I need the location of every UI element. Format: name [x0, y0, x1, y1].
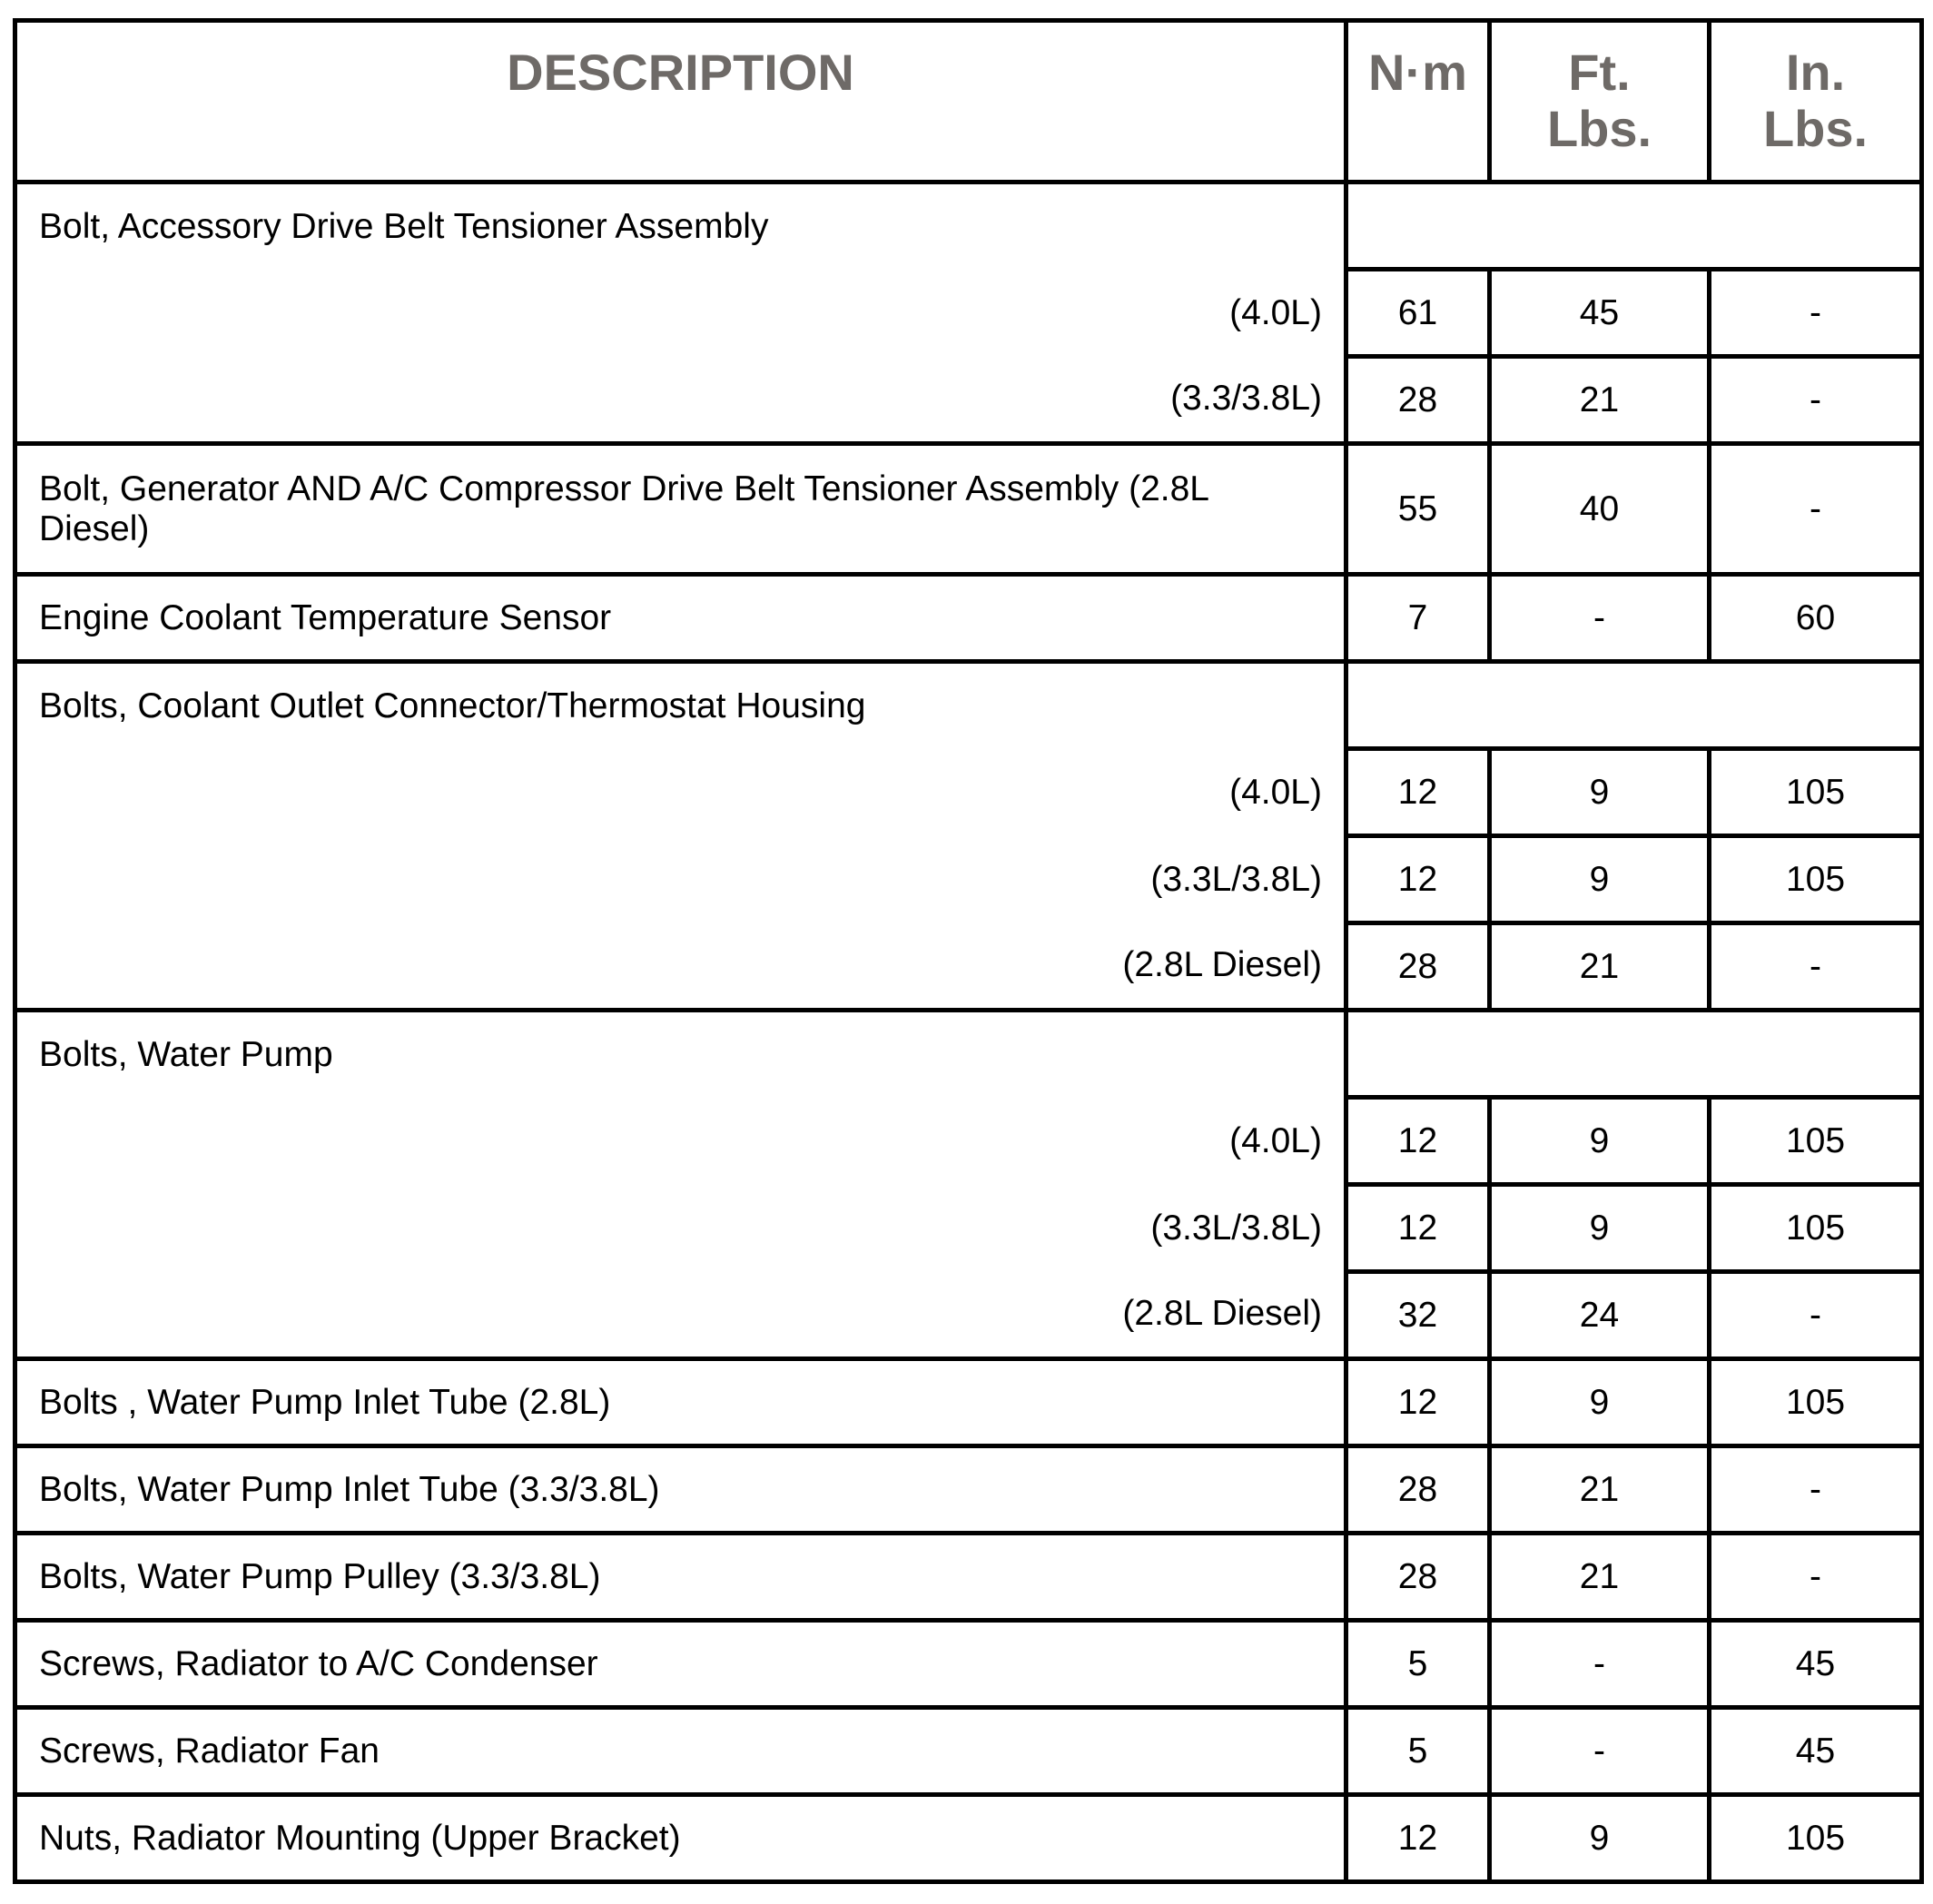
table-row: [15, 183, 1922, 270]
value-nm: 5: [1346, 1708, 1490, 1795]
row-description: Engine Coolant Temperature Sensor: [15, 575, 1346, 662]
row-description: Nuts, Radiator Mounting (Upper Bracket): [15, 1795, 1346, 1882]
value-nm: 5: [1346, 1621, 1490, 1708]
value-in-lbs: -: [1710, 270, 1922, 357]
row-sub-label: (4.0L): [15, 1098, 1346, 1185]
header-nm: N·m: [1346, 21, 1490, 183]
value-ft-lbs: -: [1490, 1621, 1710, 1708]
table-row: [15, 836, 1922, 923]
table-row: [15, 1446, 1922, 1534]
value-ft-lbs: 45: [1490, 270, 1710, 357]
table-row: [15, 1534, 1922, 1621]
row-sub-label: (2.8L Diesel): [15, 1272, 1346, 1359]
row-description: Bolts , Water Pump Inlet Tube (2.8L): [15, 1359, 1346, 1446]
row-description: Bolt, Accessory Drive Belt Tensioner Assembly: [15, 183, 1346, 270]
row-description: Bolts, Water Pump Inlet Tube (3.3/3.8L): [15, 1446, 1346, 1534]
table-row: [15, 662, 1922, 749]
row-sub-label: (2.8L Diesel): [15, 923, 1346, 1011]
value-in-lbs: 105: [1710, 749, 1922, 836]
value-nm: 12: [1346, 836, 1490, 923]
header-row: [15, 21, 1922, 183]
row-sub-label: (3.3/3.8L): [15, 357, 1346, 444]
header-in-lbs: [1710, 21, 1922, 183]
table-row: [15, 1359, 1922, 1446]
value-ft-lbs: 40: [1490, 444, 1710, 575]
value-in-lbs: -: [1710, 923, 1922, 1011]
value-ft-lbs: 9: [1490, 1359, 1710, 1446]
value-nm: 12: [1346, 1098, 1490, 1185]
value-in-lbs: -: [1710, 444, 1922, 575]
value-nm: 28: [1346, 923, 1490, 1011]
table-row: [15, 749, 1922, 836]
value-ft-lbs: 24: [1490, 1272, 1710, 1359]
value-in-lbs: 105: [1710, 1098, 1922, 1185]
table-row: [15, 1621, 1922, 1708]
value-nm: 61: [1346, 270, 1490, 357]
table-row: [15, 1795, 1922, 1882]
value-in-lbs: 105: [1710, 1795, 1922, 1882]
table-row: [15, 357, 1922, 444]
empty-value-cell: [1346, 1011, 1922, 1098]
value-nm: 7: [1346, 575, 1490, 662]
value-in-lbs: 45: [1710, 1708, 1922, 1795]
table-row: [15, 444, 1922, 575]
value-nm: 32: [1346, 1272, 1490, 1359]
value-ft-lbs: 21: [1490, 1534, 1710, 1621]
row-description: Screws, Radiator Fan: [15, 1708, 1346, 1795]
table-row: [15, 1011, 1922, 1098]
table-row: [15, 1708, 1922, 1795]
value-nm: 28: [1346, 1534, 1490, 1621]
value-ft-lbs: 9: [1490, 1098, 1710, 1185]
value-in-lbs: 105: [1710, 1359, 1922, 1446]
row-sub-label: (3.3L/3.8L): [15, 1185, 1346, 1272]
header-in-lbs-line2: Lbs.: [1762, 100, 1869, 157]
value-nm: 12: [1346, 1795, 1490, 1882]
value-ft-lbs: 9: [1490, 836, 1710, 923]
header-ft-lbs-line1: Ft.: [1568, 44, 1631, 101]
table-row: [15, 270, 1922, 357]
value-nm: 12: [1346, 1185, 1490, 1272]
value-ft-lbs: -: [1490, 575, 1710, 662]
table-row: [15, 923, 1922, 1011]
header-ft-lbs-line2: Lbs.: [1546, 100, 1652, 157]
value-in-lbs: 60: [1710, 575, 1922, 662]
value-nm: 12: [1346, 1359, 1490, 1446]
value-ft-lbs: 21: [1490, 357, 1710, 444]
row-sub-label: (4.0L): [15, 270, 1346, 357]
value-nm: 55: [1346, 444, 1490, 575]
value-nm: 12: [1346, 749, 1490, 836]
empty-value-cell: [1346, 183, 1922, 270]
table-row: [15, 1272, 1922, 1359]
value-in-lbs: 45: [1710, 1621, 1922, 1708]
value-ft-lbs: 9: [1490, 749, 1710, 836]
value-nm: 28: [1346, 357, 1490, 444]
row-description: Screws, Radiator to A/C Condenser: [15, 1621, 1346, 1708]
row-description: Bolt, Generator AND A/C Compressor Drive Belt Tensioner Assembly (2.8L Diesel): [15, 444, 1346, 575]
value-in-lbs: -: [1710, 1446, 1922, 1534]
row-sub-label: (4.0L): [15, 749, 1346, 836]
row-sub-label: (3.3L/3.8L): [15, 836, 1346, 923]
row-description: Bolts, Water Pump: [15, 1011, 1346, 1098]
empty-value-cell: [1346, 662, 1922, 749]
value-in-lbs: 105: [1710, 1185, 1922, 1272]
header-ft-lbs: [1490, 21, 1710, 183]
value-ft-lbs: -: [1490, 1708, 1710, 1795]
row-description: Bolts, Coolant Outlet Connector/Thermostat Housing: [15, 662, 1346, 749]
value-ft-lbs: 21: [1490, 923, 1710, 1011]
table-row: [15, 1098, 1922, 1185]
value-in-lbs: -: [1710, 1272, 1922, 1359]
value-in-lbs: -: [1710, 357, 1922, 444]
value-ft-lbs: 21: [1490, 1446, 1710, 1534]
table-row: [15, 575, 1922, 662]
value-ft-lbs: 9: [1490, 1795, 1710, 1882]
header-description: DESCRIPTION: [15, 21, 1346, 183]
value-in-lbs: -: [1710, 1534, 1922, 1621]
value-in-lbs: 105: [1710, 836, 1922, 923]
value-nm: 28: [1346, 1446, 1490, 1534]
torque-spec-table: [13, 18, 1924, 1884]
table-row: [15, 1185, 1922, 1272]
header-in-lbs-line1: In.: [1785, 44, 1846, 101]
row-description: Bolts, Water Pump Pulley (3.3/3.8L): [15, 1534, 1346, 1621]
value-ft-lbs: 9: [1490, 1185, 1710, 1272]
